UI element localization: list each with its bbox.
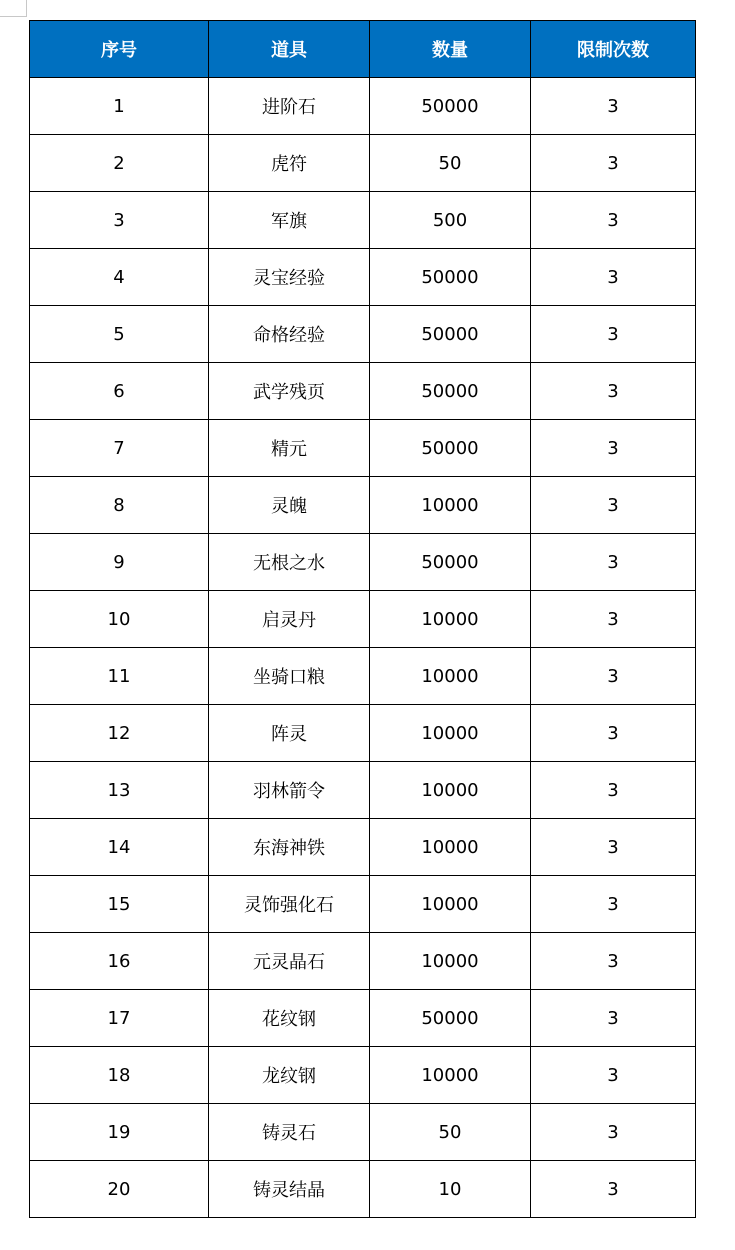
table-row — [30, 534, 696, 591]
cell-item: 进阶石 — [209, 78, 370, 135]
cell-limit: 3 — [531, 420, 696, 477]
table-header-row — [30, 21, 696, 78]
cell-limit: 3 — [531, 1047, 696, 1104]
cell-quantity: 50000 — [370, 249, 531, 306]
cell-limit: 3 — [531, 705, 696, 762]
table-row — [30, 477, 696, 534]
cell-quantity: 10000 — [370, 762, 531, 819]
cell-quantity: 50 — [370, 135, 531, 192]
table-row — [30, 306, 696, 363]
cell-limit: 3 — [531, 249, 696, 306]
table-row — [30, 591, 696, 648]
cell-item: 东海神铁 — [209, 819, 370, 876]
cell-quantity: 500 — [370, 192, 531, 249]
table-row — [30, 648, 696, 705]
header-limit: 限制次数 — [531, 21, 696, 78]
cell-index: 5 — [30, 306, 209, 363]
cell-index: 18 — [30, 1047, 209, 1104]
cell-limit: 3 — [531, 933, 696, 990]
items-table — [29, 20, 696, 1218]
cell-index: 11 — [30, 648, 209, 705]
cell-item: 灵饰强化石 — [209, 876, 370, 933]
cell-index: 15 — [30, 876, 209, 933]
cell-index: 1 — [30, 78, 209, 135]
cell-item: 羽林箭令 — [209, 762, 370, 819]
cell-quantity: 50000 — [370, 363, 531, 420]
cell-quantity: 10 — [370, 1161, 531, 1218]
table-row — [30, 1047, 696, 1104]
cell-item: 精元 — [209, 420, 370, 477]
cell-limit: 3 — [531, 591, 696, 648]
cell-quantity: 10000 — [370, 648, 531, 705]
table-row — [30, 819, 696, 876]
cell-item: 铸灵结晶 — [209, 1161, 370, 1218]
cell-item: 铸灵石 — [209, 1104, 370, 1161]
table-row — [30, 705, 696, 762]
cell-limit: 3 — [531, 306, 696, 363]
cell-index: 9 — [30, 534, 209, 591]
cell-item: 灵宝经验 — [209, 249, 370, 306]
cell-index: 16 — [30, 933, 209, 990]
cell-index: 8 — [30, 477, 209, 534]
cell-quantity: 50000 — [370, 990, 531, 1047]
cell-index: 3 — [30, 192, 209, 249]
cell-limit: 3 — [531, 363, 696, 420]
header-index: 序号 — [30, 21, 209, 78]
cell-limit: 3 — [531, 78, 696, 135]
cell-quantity: 50000 — [370, 306, 531, 363]
cell-item: 武学残页 — [209, 363, 370, 420]
table-row — [30, 762, 696, 819]
cell-quantity: 10000 — [370, 591, 531, 648]
cell-item: 花纹钢 — [209, 990, 370, 1047]
cell-item: 阵灵 — [209, 705, 370, 762]
header-item: 道具 — [209, 21, 370, 78]
cell-quantity: 10000 — [370, 1047, 531, 1104]
cell-quantity: 10000 — [370, 819, 531, 876]
cell-quantity: 10000 — [370, 876, 531, 933]
cell-item: 虎符 — [209, 135, 370, 192]
cell-index: 17 — [30, 990, 209, 1047]
cell-limit: 3 — [531, 1161, 696, 1218]
cell-quantity: 50 — [370, 1104, 531, 1161]
header-quantity: 数量 — [370, 21, 531, 78]
table-row — [30, 192, 696, 249]
table-row — [30, 933, 696, 990]
cell-quantity: 50000 — [370, 420, 531, 477]
cell-index: 7 — [30, 420, 209, 477]
table-row — [30, 1161, 696, 1218]
cell-index: 6 — [30, 363, 209, 420]
cell-item: 无根之水 — [209, 534, 370, 591]
cell-item: 军旗 — [209, 192, 370, 249]
cell-item: 启灵丹 — [209, 591, 370, 648]
cell-quantity: 50000 — [370, 534, 531, 591]
table-row — [30, 78, 696, 135]
table-row — [30, 1104, 696, 1161]
cell-index: 20 — [30, 1161, 209, 1218]
cell-limit: 3 — [531, 135, 696, 192]
table-row — [30, 135, 696, 192]
table-row — [30, 249, 696, 306]
table-row — [30, 420, 696, 477]
cell-limit: 3 — [531, 1104, 696, 1161]
cell-index: 13 — [30, 762, 209, 819]
cell-limit: 3 — [531, 876, 696, 933]
page-corner-mark — [0, 0, 27, 17]
cell-limit: 3 — [531, 990, 696, 1047]
table-body — [30, 78, 696, 1218]
cell-item: 元灵晶石 — [209, 933, 370, 990]
cell-item: 坐骑口粮 — [209, 648, 370, 705]
cell-limit: 3 — [531, 762, 696, 819]
table-row — [30, 363, 696, 420]
cell-quantity: 10000 — [370, 705, 531, 762]
table-row — [30, 876, 696, 933]
cell-limit: 3 — [531, 648, 696, 705]
cell-item: 灵魄 — [209, 477, 370, 534]
cell-index: 10 — [30, 591, 209, 648]
table-row — [30, 990, 696, 1047]
cell-limit: 3 — [531, 534, 696, 591]
cell-index: 19 — [30, 1104, 209, 1161]
cell-limit: 3 — [531, 477, 696, 534]
cell-limit: 3 — [531, 819, 696, 876]
cell-index: 4 — [30, 249, 209, 306]
cell-limit: 3 — [531, 192, 696, 249]
cell-item: 龙纹钢 — [209, 1047, 370, 1104]
cell-index: 14 — [30, 819, 209, 876]
cell-index: 2 — [30, 135, 209, 192]
cell-quantity: 10000 — [370, 933, 531, 990]
cell-index: 12 — [30, 705, 209, 762]
cell-item: 命格经验 — [209, 306, 370, 363]
cell-quantity: 10000 — [370, 477, 531, 534]
cell-quantity: 50000 — [370, 78, 531, 135]
